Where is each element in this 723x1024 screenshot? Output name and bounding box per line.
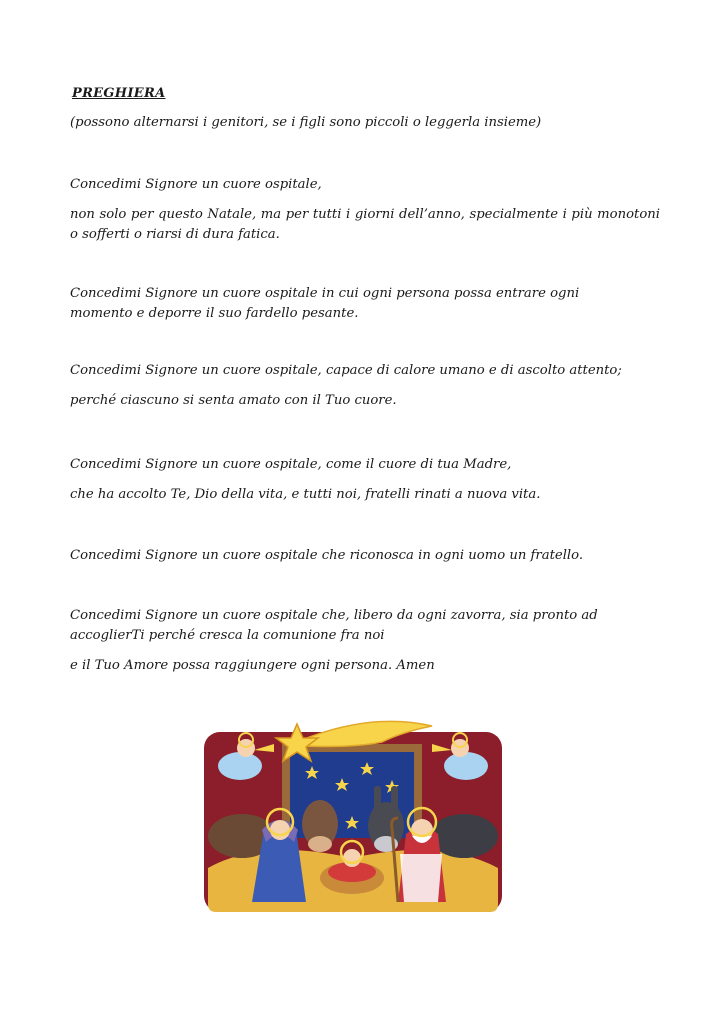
prayer-title: PREGHIERA — [72, 86, 166, 101]
paragraph-10: e il Tuo Amore possa raggiungere ogni persona. Amen — [70, 658, 435, 673]
paragraph-8: Concedimi Signore un cuore ospitale che riconosca in ogni uomo un fratello. — [70, 548, 584, 563]
paragraph-9: Concedimi Signore un cuore ospitale che, libero da ogni zavorra, sia pronto ad accoglierTi perché cresca la comunione fra noi — [70, 608, 598, 643]
paragraph-5: perché ciascuno si senta amato con il Tuo cuore. — [70, 393, 397, 408]
paragraph-7: che ha accolto Te, Dio della vita, e tutti noi, fratelli rinati a nuova vita. — [70, 487, 541, 502]
paragraph-1: Concedimi Signore un cuore ospitale, — [70, 177, 322, 192]
nativity-illustration — [202, 718, 504, 914]
paragraph-2: non solo per questo Natale, ma per tutti i giorni dell’anno, specialmente i più monotoni o sofferti o riarsi di dura fatica. — [70, 207, 660, 242]
paragraph-4: Concedimi Signore un cuore ospitale, capace di calore umano e di ascolto attento; — [70, 363, 622, 378]
paragraph-3: Concedimi Signore un cuore ospitale in cui ogni persona possa entrare ogni momento e deporre il suo fardello pesante. — [70, 286, 580, 321]
paragraph-6: Concedimi Signore un cuore ospitale, come il cuore di tua Madre, — [70, 457, 512, 472]
prayer-subtitle: (possono alternarsi i genitori, se i figli sono piccoli o leggerla insieme) — [70, 115, 542, 130]
